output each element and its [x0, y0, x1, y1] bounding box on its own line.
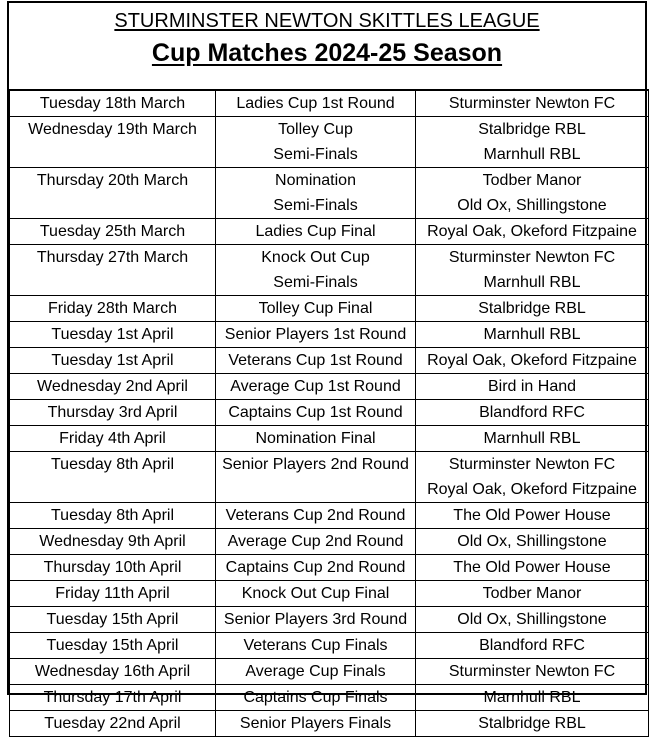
competition-cell-line: Ladies Cup 1st Round — [236, 95, 395, 112]
date-cell — [10, 711, 216, 737]
venue-cell — [416, 607, 649, 633]
date-cell-line — [10, 193, 215, 218]
date-cell-line: Friday 4th April — [59, 430, 166, 447]
competition-cell — [216, 400, 416, 426]
competition-cell-line: Ladies Cup Final — [255, 223, 376, 240]
date-cell-line: Tuesday 8th April — [50, 507, 175, 524]
competition-cell-line: Semi-Finals — [273, 197, 358, 214]
table-row — [10, 711, 649, 737]
competition-cell — [216, 322, 416, 348]
competition-cell-line: Captains Cup Finals — [243, 689, 388, 706]
venue-cell — [416, 400, 649, 426]
date-cell-line — [10, 477, 215, 502]
date-cell-line: Tuesday 25th March — [39, 223, 186, 240]
venue-cell-line: Blandford RFC — [479, 404, 585, 421]
date-cell-line: Thursday 10th April — [43, 559, 182, 576]
venue-cell — [416, 555, 649, 581]
venue-cell-line: Sturminster Newton FC — [448, 249, 616, 266]
competition-cell-line: Tolley Cup — [278, 121, 353, 138]
date-cell — [10, 607, 216, 633]
venue-cell — [416, 168, 649, 219]
table-row — [10, 296, 649, 322]
date-cell — [10, 296, 216, 322]
venue-cell-line: Royal Oak, Okeford Fitzpaine — [427, 223, 637, 240]
date-cell — [10, 426, 216, 452]
fixtures-table — [9, 89, 649, 737]
date-cell — [10, 581, 216, 607]
venue-cell-line: Sturminster Newton FC — [448, 663, 616, 680]
date-cell-line — [10, 270, 215, 295]
competition-cell — [216, 452, 416, 503]
venue-cell — [416, 296, 649, 322]
competition-cell — [216, 659, 416, 685]
date-cell-line: Tuesday 15th April — [46, 637, 179, 654]
venue-cell-line: Old Ox, Shillingstone — [457, 197, 607, 214]
table-row — [10, 245, 649, 296]
table-row — [10, 555, 649, 581]
venue-cell-line: The Old Power House — [453, 507, 611, 524]
venue-cell — [416, 529, 649, 555]
date-cell-line: Thursday 27th March — [36, 249, 189, 266]
competition-cell — [216, 555, 416, 581]
table-row — [10, 633, 649, 659]
sheet-header — [9, 3, 645, 89]
date-cell — [10, 168, 216, 219]
date-cell — [10, 322, 216, 348]
competition-cell-line: Veterans Cup Finals — [243, 637, 388, 654]
competition-cell — [216, 607, 416, 633]
venue-cell-line: Marnhull RBL — [483, 146, 581, 163]
venue-cell — [416, 117, 649, 168]
venue-cell-line: Todber Manor — [482, 172, 582, 189]
competition-cell — [216, 529, 416, 555]
season-title: Cup Matches 2024-25 Season — [151, 39, 503, 67]
date-cell-line: Wednesday 19th March — [28, 121, 197, 138]
date-cell — [10, 374, 216, 400]
competition-cell — [216, 90, 416, 117]
date-cell-line: Thursday 3rd April — [47, 404, 178, 421]
table-row — [10, 348, 649, 374]
table-row — [10, 581, 649, 607]
competition-cell — [216, 633, 416, 659]
venue-cell-line: Marnhull RBL — [483, 430, 581, 447]
venue-cell-line: Stalbridge RBL — [478, 715, 586, 732]
date-cell-line: Tuesday 15th April — [46, 611, 179, 628]
venue-cell — [416, 245, 649, 296]
table-row — [10, 400, 649, 426]
date-cell-line: Tuesday 1st April — [51, 352, 174, 369]
table-row — [10, 168, 649, 219]
competition-cell — [216, 117, 416, 168]
table-row — [10, 90, 649, 117]
date-cell-line: Tuesday 22nd April — [44, 715, 181, 732]
venue-cell-line: Stalbridge RBL — [478, 121, 586, 138]
venue-cell-line: Royal Oak, Okeford Fitzpaine — [427, 352, 637, 369]
venue-cell-line: Sturminster Newton FC — [448, 456, 616, 473]
date-cell — [10, 117, 216, 168]
competition-cell-line: Tolley Cup Final — [258, 300, 373, 317]
competition-cell — [216, 348, 416, 374]
venue-cell — [416, 711, 649, 737]
venue-cell — [416, 452, 649, 503]
competition-cell-line: Captains Cup 2nd Round — [225, 559, 406, 576]
date-cell — [10, 348, 216, 374]
competition-cell-line: Average Cup Finals — [245, 663, 386, 680]
table-row — [10, 322, 649, 348]
competition-cell — [216, 168, 416, 219]
venue-cell-line: The Old Power House — [453, 559, 611, 576]
competition-cell — [216, 503, 416, 529]
fixtures-table-body — [10, 90, 649, 737]
competition-cell-line: Semi-Finals — [273, 274, 358, 291]
date-cell — [10, 503, 216, 529]
date-cell-line: Tuesday 18th March — [39, 95, 186, 112]
venue-cell-line: Marnhull RBL — [483, 689, 581, 706]
date-cell-line: Friday 28th March — [48, 300, 177, 317]
venue-cell — [416, 426, 649, 452]
date-cell-line: Tuesday 8th April — [50, 456, 175, 473]
date-cell — [10, 90, 216, 117]
competition-cell — [216, 245, 416, 296]
date-cell-line: Wednesday 16th April — [34, 663, 191, 680]
venue-cell-line: Bird in Hand — [487, 378, 577, 395]
venue-cell — [416, 348, 649, 374]
competition-cell-line — [216, 477, 415, 502]
date-cell — [10, 245, 216, 296]
fixture-sheet — [7, 1, 647, 732]
table-row — [10, 659, 649, 685]
date-cell — [10, 659, 216, 685]
competition-cell-line: Nomination — [275, 172, 356, 189]
competition-cell-line: Senior Players 1st Round — [224, 326, 407, 343]
venue-cell — [416, 322, 649, 348]
date-cell-line: Thursday 17th April — [43, 689, 182, 706]
date-cell — [10, 633, 216, 659]
competition-cell-line: Average Cup 1st Round — [230, 378, 401, 395]
venue-cell — [416, 90, 649, 117]
venue-cell-line: Sturminster Newton FC — [448, 95, 616, 112]
competition-cell-line: Senior Players 3rd Round — [223, 611, 408, 628]
competition-cell-line: Senior Players 2nd Round — [222, 456, 409, 473]
table-row — [10, 452, 649, 503]
date-cell-line: Wednesday 2nd April — [37, 378, 188, 395]
competition-cell — [216, 426, 416, 452]
competition-cell-line: Knock Out Cup Final — [241, 585, 390, 602]
date-cell — [10, 400, 216, 426]
venue-cell — [416, 503, 649, 529]
venue-cell-line: Old Ox, Shillingstone — [457, 611, 607, 628]
competition-cell-line: Veterans Cup 2nd Round — [225, 507, 406, 524]
venue-cell — [416, 633, 649, 659]
table-row — [10, 529, 649, 555]
competition-cell-line: Average Cup 2nd Round — [227, 533, 404, 550]
venue-cell — [416, 374, 649, 400]
competition-cell-line: Veterans Cup 1st Round — [228, 352, 403, 369]
table-row — [10, 374, 649, 400]
date-cell-line: Wednesday 9th April — [39, 533, 186, 550]
date-cell — [10, 529, 216, 555]
competition-cell — [216, 296, 416, 322]
table-row — [10, 219, 649, 245]
venue-cell-line: Marnhull RBL — [483, 274, 581, 291]
venue-cell-line: Marnhull RBL — [483, 326, 581, 343]
competition-cell — [216, 711, 416, 737]
table-row — [10, 503, 649, 529]
venue-cell — [416, 659, 649, 685]
competition-cell — [216, 581, 416, 607]
competition-cell-line: Captains Cup 1st Round — [228, 404, 403, 421]
venue-cell — [416, 219, 649, 245]
competition-cell — [216, 219, 416, 245]
table-row — [10, 607, 649, 633]
venue-cell-line: Todber Manor — [482, 585, 582, 602]
date-cell — [10, 452, 216, 503]
venue-cell-line: Blandford RFC — [479, 637, 585, 654]
date-cell-line: Tuesday 1st April — [51, 326, 174, 343]
competition-cell-line: Senior Players Finals — [239, 715, 392, 732]
table-row — [10, 117, 649, 168]
date-cell-line: Thursday 20th March — [36, 172, 189, 189]
date-cell-line: Friday 11th April — [55, 585, 170, 602]
venue-cell-line: Royal Oak, Okeford Fitzpaine — [427, 481, 637, 498]
venue-cell-line: Old Ox, Shillingstone — [457, 533, 607, 550]
competition-cell-line: Nomination Final — [255, 430, 376, 447]
competition-cell-line: Knock Out Cup — [261, 249, 370, 266]
competition-cell-line: Semi-Finals — [273, 146, 358, 163]
competition-cell — [216, 374, 416, 400]
venue-cell — [416, 581, 649, 607]
league-title: STURMINSTER NEWTON SKITTLES LEAGUE — [114, 10, 540, 32]
table-row — [10, 426, 649, 452]
date-cell — [10, 555, 216, 581]
venue-cell-line: Stalbridge RBL — [478, 300, 586, 317]
date-cell — [10, 219, 216, 245]
